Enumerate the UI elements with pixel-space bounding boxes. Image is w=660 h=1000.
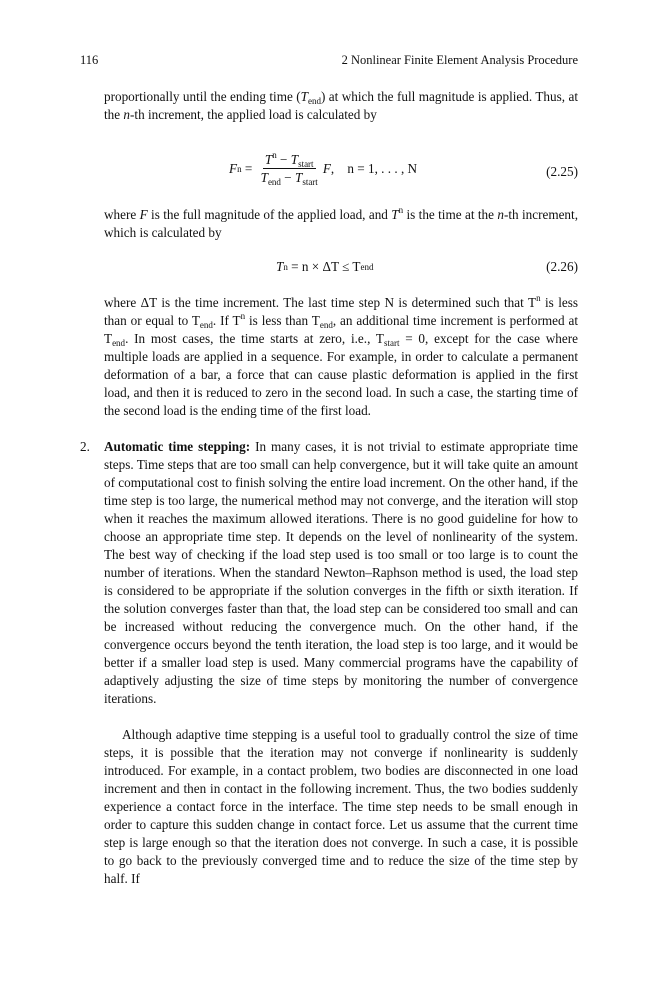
page-number: 116 — [80, 53, 99, 67]
list-item-heading: Automatic time stepping: — [104, 439, 251, 454]
equation-2-25 — [104, 150, 578, 194]
paragraph-time-increment: where ΔT is the time increment. The last time step N is determined such that $T^n$ is less than or equal to $T_{end}$. If $T^n$ is less than $T_{end}$, an additional time increment is performed at $T_{end}$. In most cases, the time starts at zero, i.e., $T_{start} = 0$, except for the case where multiple loads are applied in a sequence. For example, in order to calculate a permanent deformation of a bar, a force that can cause plastic deformation is applied in the first load, and then it is reduced to zero in the second load. In such a case, the starting time of the second load is the ending time of the first load. — [104, 293, 579, 418]
equation-number: (2.26) — [546, 259, 578, 274]
paragraph-adaptive-time-stepping: Although adaptive time stepping is a useful tool to gradually control the size of time steps, it is possible that the iteration may not converge if nonlinearity is suddenly introduced. For example, in a contact problem, two bodies are disconnected in one load increment and then in contact in the following increment. Thus, the two bodies suddenly experience a contact force in the interface. The time step needs to be small enough in order to capture this sudden change in contact force. Let us assume that the current time step is large enough so that the iteration does not converge. In such a case, it is possible to go back to the previously converged time and to reduce the size of the time step by half. If — [104, 727, 578, 886]
list-item-automatic-time-stepping: Automatic time stepping: In many cases, it is not trivial to estimate appropriate time steps. Time steps that are too small can help convergence, but it will take quite an amount of computational cost to finish solving the entire load increment. On the other hand, if the time step is too large, the numerical method may not converge, and the iteration will stop when it reaches the maximum allowed iterations. There is no good guideline for how to choose an appropriate time step. It depends on the level of nonlinearity of the system. The best way of checking if the load step used is too small or too large is to count the number of iterations. When the standard Newton–Raphson method is used, the load step is considered to be appropriate if the solution converges in the fifth or sixth iteration. If the solution converges faster than that, the load step can be considered too small and can be increased without reducing the convergence much. On the other hand, if the convergence occurs beyond the tenth iteration, the load step is too large, and it would be better if a smaller load step is used. Many commercial programs have the capability of adaptively adjusting the size of time steps by monitoring the number of convergence iterations. — [104, 439, 578, 706]
list-item-number: 2. — [80, 439, 90, 454]
paragraph-where-f: where F is the full magnitude of the applied load, and $T^n$ is the time at the n-th increment, which is calculated by — [104, 205, 578, 240]
paragraph-load-intro: proportionally until the ending time $(T_{end})$ at which the full magnitude is applied. Thus, at the n-th increment, the applied load is calculated by — [104, 89, 578, 122]
equation-2-26-body: T n = n × ΔT ≤ T end — [276, 259, 374, 274]
fraction: $\frac{T^n - T_{start}}{T_{end} - T_{start}}$ — [260, 150, 318, 187]
chapter-title: 2 Nonlinear Finite Element Analysis Procedure — [341, 53, 578, 67]
equation-number: (2.25) — [546, 164, 578, 179]
equation-2-26 — [104, 258, 578, 280]
equation-2-25-body: F n = $\frac{T^n - T_{start}}{T_{end} - T_{start}}$ F , n = 1, . . . , N — [229, 150, 418, 187]
